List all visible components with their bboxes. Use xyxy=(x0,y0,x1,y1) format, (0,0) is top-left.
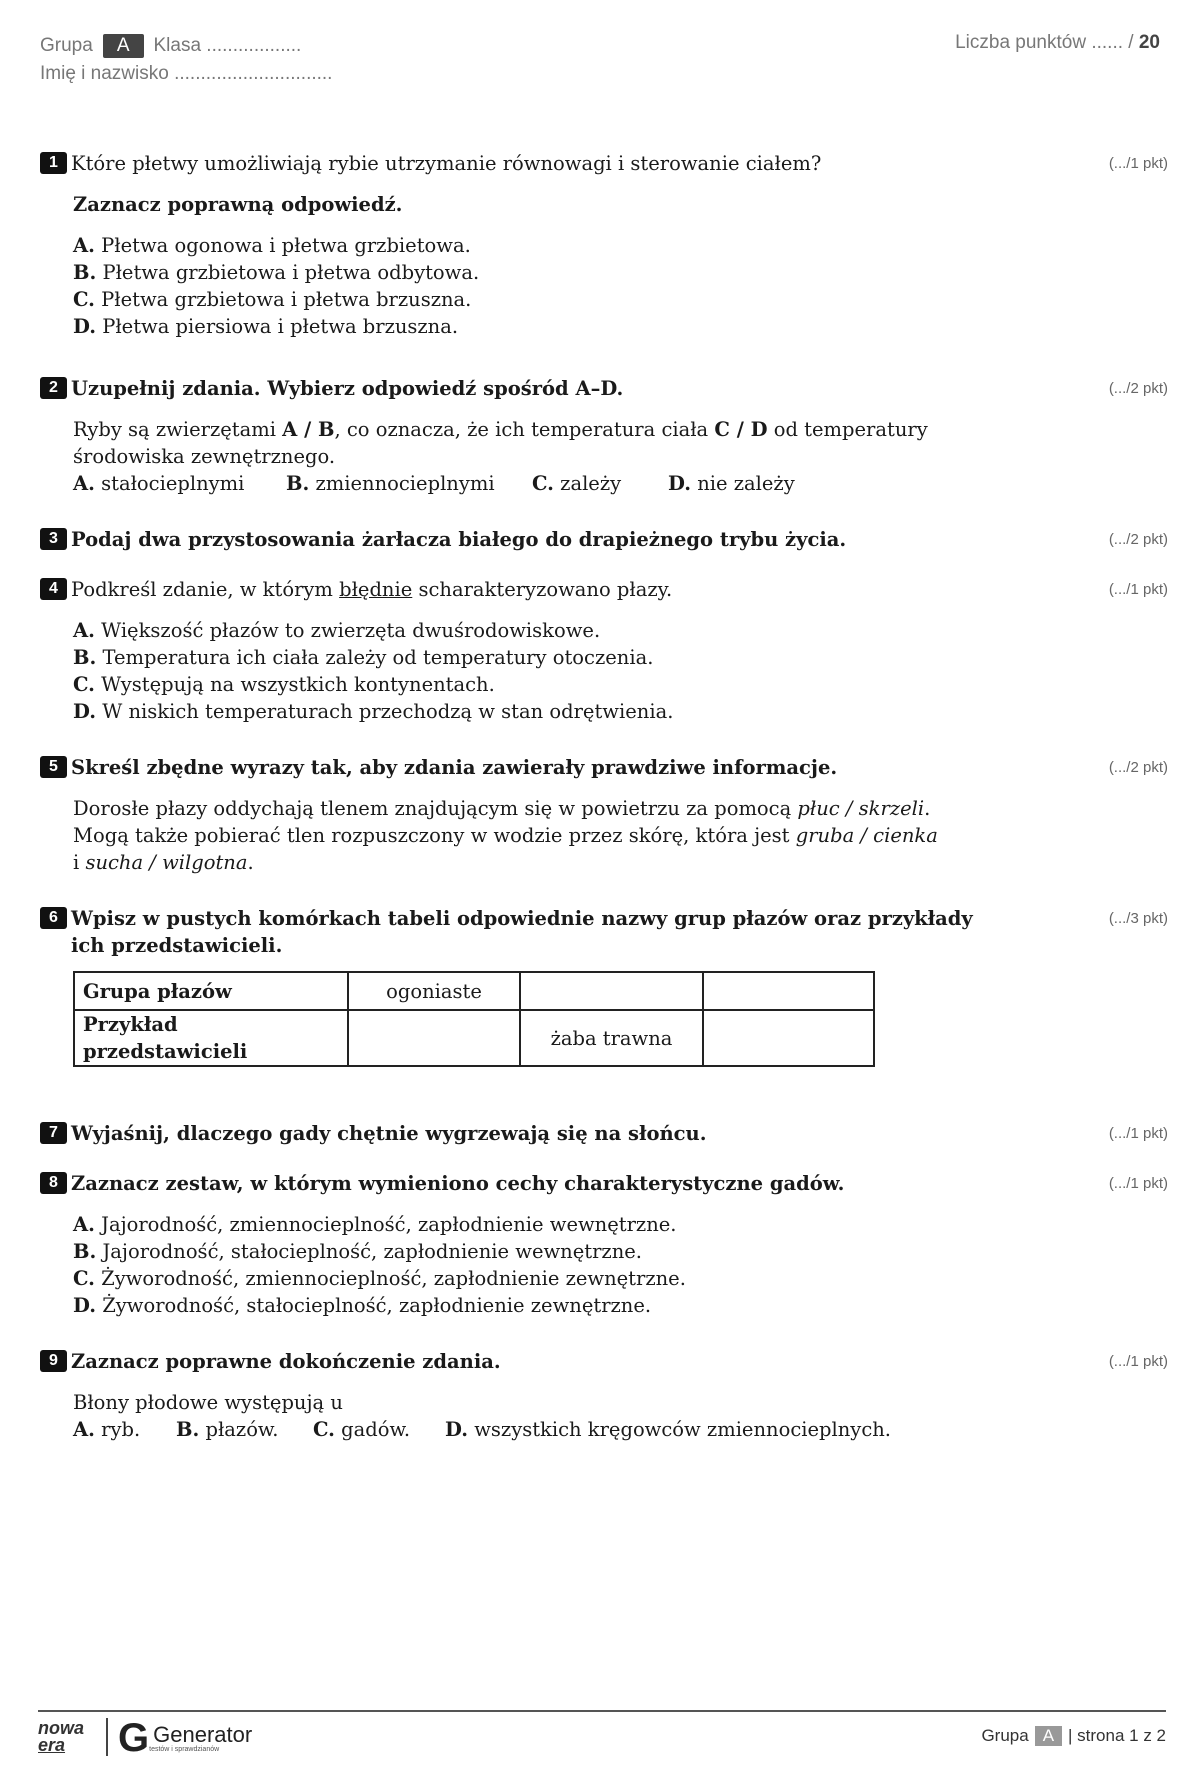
underlined-word: błędnie xyxy=(339,578,413,601)
option-letter: D. xyxy=(73,315,97,338)
option-text: Jajorodność, stałocieplność, zapłodnienie wewnętrzne. xyxy=(102,1240,643,1263)
question-5 xyxy=(40,754,1168,876)
sentence-line xyxy=(73,795,1168,822)
strike-choice[interactable]: gruba / cienka xyxy=(795,824,938,847)
amphibian-table xyxy=(73,971,875,1067)
answer-option[interactable] xyxy=(73,1292,1168,1319)
option-letter: D. xyxy=(73,1294,97,1317)
question-9 xyxy=(40,1348,1168,1443)
option-letter: B. xyxy=(73,261,97,284)
sentence-part: . xyxy=(924,797,931,820)
option-letter: D. xyxy=(73,700,97,723)
footer-page-info xyxy=(981,1726,1166,1746)
option-letter: A. xyxy=(73,1418,95,1441)
option-text: Jajorodność, zmiennocieplność, zapłodnienie wewnętrzne. xyxy=(101,1213,677,1236)
question-number: 4 xyxy=(40,578,67,600)
question-8-head xyxy=(40,1170,1168,1197)
option-letter: C. xyxy=(73,673,95,696)
footer-page-label: | strona 1 z 2 xyxy=(1068,1726,1166,1745)
answer-option[interactable] xyxy=(73,259,1168,286)
option-letter: A. xyxy=(73,1213,95,1236)
score-label: Liczba punktów ...... / xyxy=(955,32,1134,53)
question-points: (.../1 pkt) xyxy=(1108,1175,1168,1192)
question-points: (.../1 pkt) xyxy=(1108,1353,1168,1370)
option-text: Żyworodność, zmiennocieplność, zapłodnienie zewnętrzne. xyxy=(101,1267,686,1290)
answer-options-row xyxy=(73,1416,1168,1443)
question-points: (.../2 pkt) xyxy=(1108,531,1168,548)
generator-g-icon: G xyxy=(118,1716,150,1760)
question-points: (.../1 pkt) xyxy=(1108,581,1168,598)
question-points: (.../1 pkt) xyxy=(1108,155,1168,172)
sheet-header xyxy=(40,32,1160,88)
question-text xyxy=(71,576,1168,603)
question-text-line: ich przedstawicieli. xyxy=(71,934,283,957)
question-8 xyxy=(40,1170,1168,1319)
generator-logo-text: Generator xyxy=(153,1721,253,1747)
option-letter: C. xyxy=(73,1267,95,1290)
sentence-line xyxy=(73,416,1168,443)
table-cell-blank[interactable] xyxy=(520,972,703,1010)
answer-option[interactable] xyxy=(73,644,1168,671)
strike-choice[interactable]: płuc / skrzeli xyxy=(797,797,925,820)
question-text: Skreśl zbędne wyrazy tak, aby zdania zawierały prawdziwe informacje. xyxy=(71,756,838,779)
class-label: Klasa .................. xyxy=(153,35,302,56)
answer-option[interactable] xyxy=(313,1416,445,1443)
answer-option[interactable] xyxy=(73,470,286,497)
answer-option[interactable] xyxy=(73,313,1168,340)
table-cell-blank[interactable] xyxy=(703,972,874,1010)
question-text: Wyjaśnij, dlaczego gady chętnie wygrzewają się na słońcu. xyxy=(71,1122,707,1145)
table-cell: żaba trawna xyxy=(520,1010,703,1066)
answer-option[interactable] xyxy=(73,671,1168,698)
table-row xyxy=(74,1010,874,1066)
option-text: zmiennocieplnymi xyxy=(315,472,495,495)
table-cell: ogoniaste xyxy=(348,972,520,1010)
option-letter: B. xyxy=(286,472,310,495)
question-instruction: Zaznacz poprawną odpowiedź. xyxy=(73,193,403,216)
score-max: 20 xyxy=(1138,32,1160,53)
table-cell-blank[interactable] xyxy=(348,1010,520,1066)
answer-option[interactable] xyxy=(73,232,1168,259)
option-text: ryb. xyxy=(101,1418,141,1441)
strike-choice[interactable]: sucha / wilgotna xyxy=(85,851,248,874)
option-letter: D. xyxy=(668,472,692,495)
option-letter: A. xyxy=(73,472,95,495)
answer-options-row xyxy=(73,470,1168,497)
choice-pair[interactable]: C / D xyxy=(714,418,768,441)
question-1-head xyxy=(40,150,1168,177)
option-text: wszystkich kręgowców zmiennocieplnych. xyxy=(474,1418,891,1441)
page-footer xyxy=(38,1710,1166,1762)
option-text: Występują na wszystkich kontynentach. xyxy=(101,673,495,696)
footer-group-label: Grupa xyxy=(981,1726,1029,1745)
option-text: Żyworodność, stałocieplność, zapłodnienie zewnętrzne. xyxy=(102,1294,652,1317)
score-total xyxy=(955,32,1160,54)
answer-option[interactable] xyxy=(532,470,668,497)
option-letter: D. xyxy=(445,1418,469,1441)
option-text: W niskich temperaturach przechodzą w stan odrętwienia. xyxy=(102,700,674,723)
nowa-era-logo xyxy=(38,1720,84,1754)
question-number: 6 xyxy=(40,907,67,929)
answer-option[interactable] xyxy=(286,470,532,497)
option-letter: A. xyxy=(73,234,95,257)
question-6-head xyxy=(40,905,1168,959)
choice-pair[interactable]: A / B xyxy=(282,418,335,441)
sentence-part: Mogą także pobierać tlen rozpuszczony w wodzie przez skórę, która jest xyxy=(73,824,796,847)
sentence-part: od temperatury xyxy=(767,418,928,441)
sentence-line xyxy=(73,822,1168,849)
question-6 xyxy=(40,905,1168,1067)
question-3 xyxy=(40,526,1168,553)
option-text: Temperatura ich ciała zależy od temperatury otoczenia. xyxy=(102,646,654,669)
question-number: 5 xyxy=(40,756,67,778)
group-badge: A xyxy=(103,34,144,58)
table-cell-blank[interactable] xyxy=(703,1010,874,1066)
question-text xyxy=(71,905,1168,959)
question-3-head xyxy=(40,526,1168,553)
question-text: Które płetwy umożliwiają rybie utrzymanie równowagi i sterowanie ciałem? xyxy=(71,152,822,175)
question-1 xyxy=(40,150,1168,340)
question-stem: Błony płodowe występują u xyxy=(73,1391,343,1414)
answer-option[interactable] xyxy=(73,1265,1168,1292)
question-2-head xyxy=(40,375,1168,402)
option-text: Płetwa grzbietowa i płetwa odbytowa. xyxy=(102,261,480,284)
option-text: Płetwa grzbietowa i płetwa brzuszna. xyxy=(101,288,472,311)
question-4 xyxy=(40,576,1168,725)
option-letter: A. xyxy=(73,619,95,642)
logo-divider xyxy=(106,1718,108,1756)
question-number: 7 xyxy=(40,1122,67,1144)
name-label: Imię i nazwisko .............................. xyxy=(40,63,333,84)
option-text: płazów. xyxy=(205,1418,279,1441)
sentence-part: Dorosłe płazy oddychają tlenem znajdującym się w powietrzu za pomocą xyxy=(73,797,798,820)
question-text: Zaznacz zestaw, w którym wymieniono cechy charakterystyczne gadów. xyxy=(71,1172,845,1195)
answer-option[interactable] xyxy=(445,1416,891,1443)
question-9-head xyxy=(40,1348,1168,1375)
option-text: zależy xyxy=(560,472,622,495)
table-row xyxy=(74,972,874,1010)
question-points: (.../2 pkt) xyxy=(1108,380,1168,397)
sentence-part: . xyxy=(247,851,254,874)
answer-option[interactable] xyxy=(73,286,1168,313)
option-letter: B. xyxy=(73,1240,97,1263)
question-text: Podaj dwa przystosowania żarłacza białego do drapieżnego trybu życia. xyxy=(71,528,847,551)
option-letter: C. xyxy=(532,472,554,495)
answer-option[interactable] xyxy=(73,698,1168,725)
answer-option[interactable] xyxy=(73,1238,1168,1265)
answer-option[interactable] xyxy=(176,1416,313,1443)
question-number: 2 xyxy=(40,377,67,399)
group-label: Grupa xyxy=(40,35,93,56)
question-number: 3 xyxy=(40,528,67,550)
header-row-2 xyxy=(40,60,1160,88)
sentence-part: i xyxy=(73,851,86,874)
answer-option[interactable] xyxy=(73,1211,1168,1238)
question-points: (.../3 pkt) xyxy=(1108,910,1168,927)
question-5-head xyxy=(40,754,1168,781)
question-2 xyxy=(40,375,1168,497)
question-text-part: scharakteryzowano płazy. xyxy=(412,578,673,601)
option-text: Większość płazów to zwierzęta dwuśrodowiskowe. xyxy=(101,619,601,642)
question-7-head xyxy=(40,1120,1168,1147)
option-text: nie zależy xyxy=(697,472,795,495)
option-text: gadów. xyxy=(341,1418,411,1441)
question-text: Zaznacz poprawne dokończenie zdania. xyxy=(71,1350,501,1373)
table-row-header: Przykład przedstawicieli xyxy=(74,1010,348,1066)
option-text: stałocieplnymi xyxy=(101,472,245,495)
question-number: 8 xyxy=(40,1172,67,1194)
option-letter: B. xyxy=(73,646,97,669)
option-letter: B. xyxy=(176,1418,200,1441)
table-row-header: Grupa płazów xyxy=(74,972,348,1010)
question-number: 1 xyxy=(40,152,67,174)
question-text-line: Wpisz w pustych komórkach tabeli odpowiednie nazwy grup płazów oraz przykłady xyxy=(71,907,973,930)
option-text: Płetwa piersiowa i płetwa brzuszna. xyxy=(102,315,459,338)
sentence-line: środowiska zewnętrznego. xyxy=(73,445,336,468)
option-letter: C. xyxy=(313,1418,335,1441)
question-points: (.../2 pkt) xyxy=(1108,759,1168,776)
option-letter: C. xyxy=(73,288,95,311)
generator-logo xyxy=(118,1718,252,1758)
header-row-1 xyxy=(40,32,1160,60)
question-4-head xyxy=(40,576,1168,603)
footer-group-badge: A xyxy=(1035,1726,1062,1746)
logo-text-era: era xyxy=(38,1735,66,1755)
sentence-part: , co oznacza, że ich temperatura ciała xyxy=(334,418,715,441)
question-7 xyxy=(40,1120,1168,1147)
question-text-part: Podkreśl zdanie, w którym xyxy=(71,578,340,601)
generator-logo-subtext: testów i sprawdzianów xyxy=(149,1745,220,1753)
sentence-part: Ryby są zwierzętami xyxy=(73,418,283,441)
answer-option[interactable] xyxy=(73,1416,176,1443)
option-text: Płetwa ogonowa i płetwa grzbietowa. xyxy=(101,234,471,257)
sentence-line xyxy=(73,849,1168,876)
answer-option[interactable] xyxy=(668,470,795,497)
logo-text-nowa: nowa xyxy=(38,1718,85,1738)
question-points: (.../1 pkt) xyxy=(1108,1125,1168,1142)
answer-option[interactable] xyxy=(73,617,1168,644)
question-number: 9 xyxy=(40,1350,67,1372)
question-text: Uzupełnij zdania. Wybierz odpowiedź spośród A–D. xyxy=(71,377,624,400)
